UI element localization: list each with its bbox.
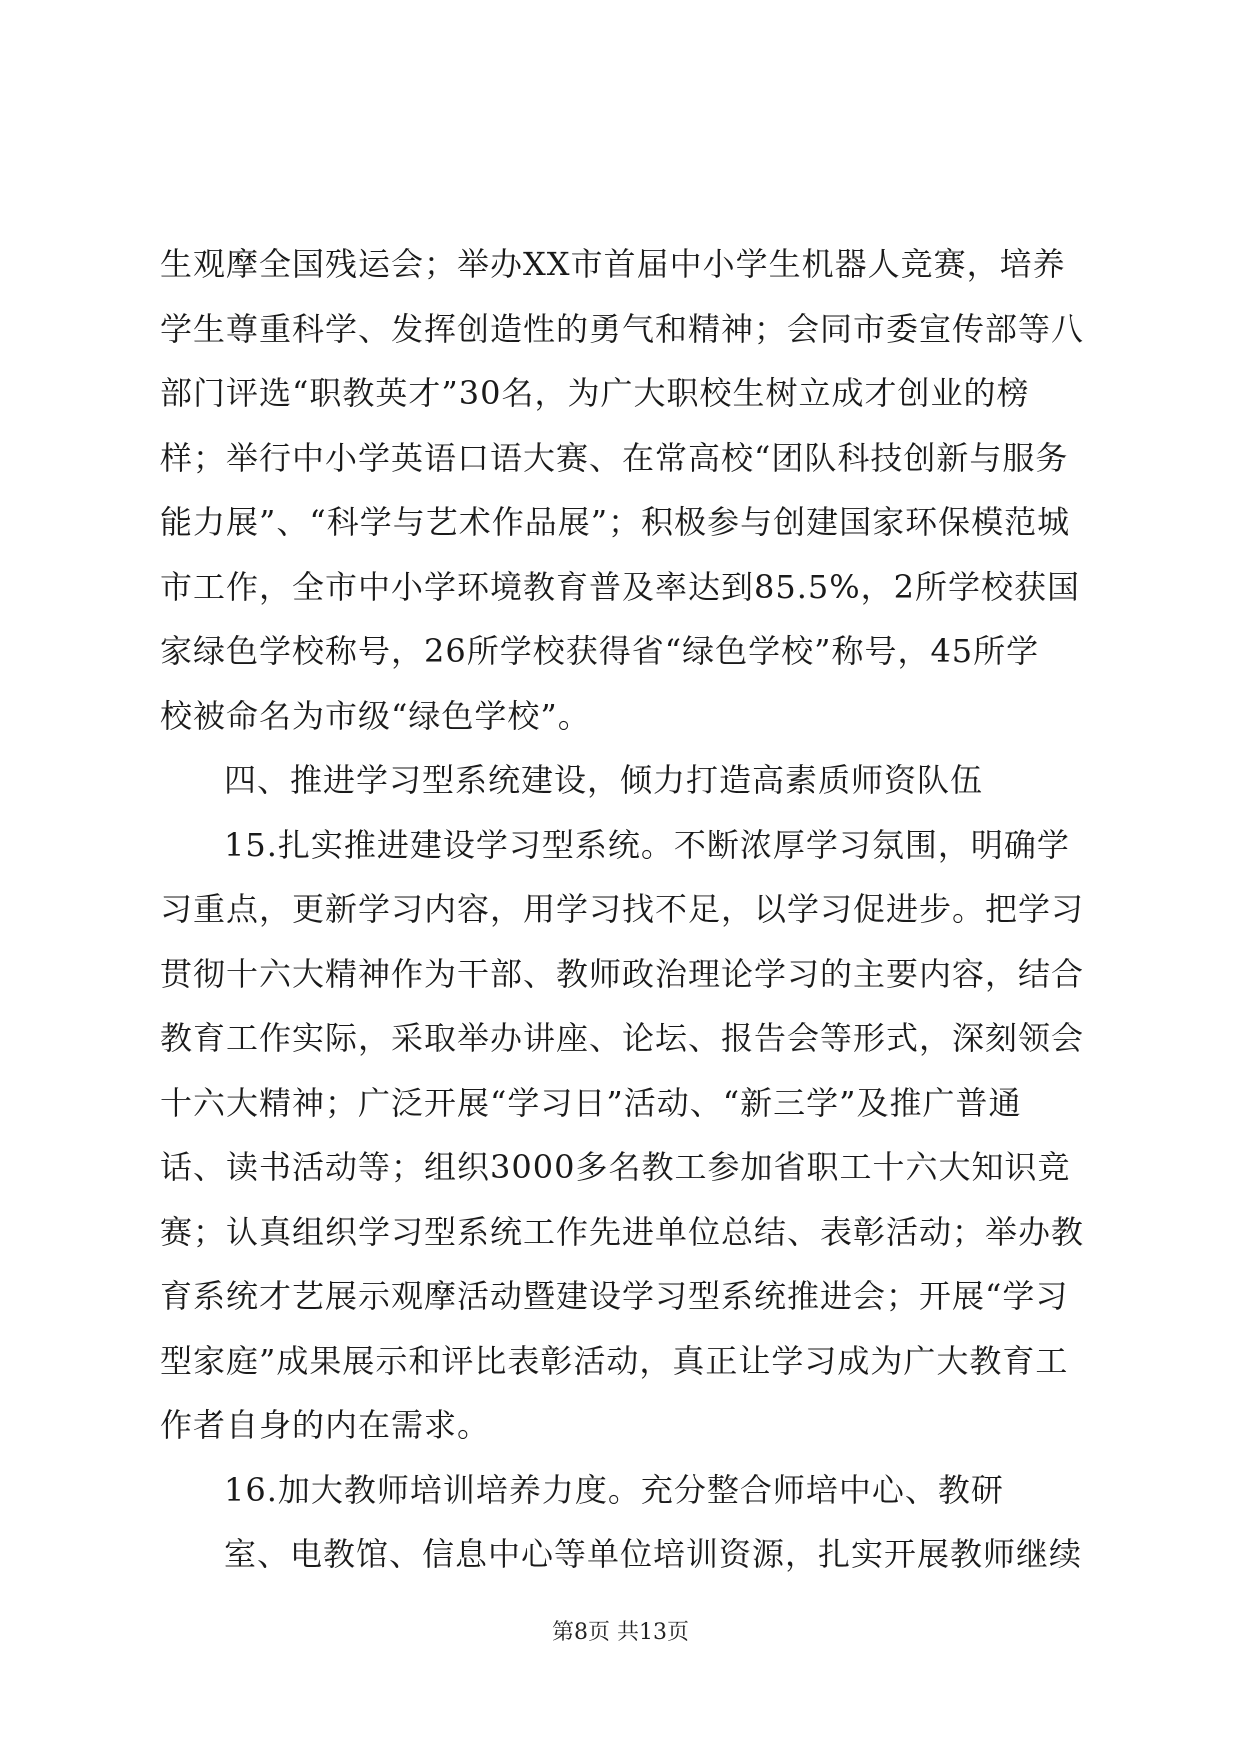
text-line: 室、电教馆、信息中心等单位培训资源，扎实开展教师继续: [224, 1535, 1083, 1573]
text-line: 学生尊重科学、发挥创造性的勇气和精神；会同市委宣传部等八: [160, 309, 1085, 348]
section-heading: 四、推进学习型系统建设，倾力打造高素质师资队伍: [224, 761, 984, 799]
text-line: 校被命名为市级“绿色学校”。: [160, 696, 591, 735]
text-line: 习重点，更新学习内容，用学习找不足，以学习促进步。把学习: [160, 890, 1085, 928]
text-line: 贯彻十六大精神作为干部、教师政治理论学习的主要内容，结合: [160, 954, 1085, 993]
text-line: 生观摩全国残运会；举办XX市首届中小学生机器人竞赛，培养: [160, 245, 1066, 283]
text-line: 家绿色学校称号，26所学校获得省“绿色学校”称号，45所学: [160, 632, 1040, 670]
paragraph-start-line: 15.扎实推进建设学习型系统。不断浓厚学习氛围，明确学: [224, 825, 1070, 864]
text-line: 市工作，全市中小学环境教育普及率达到85.5%，2所学校获国: [160, 567, 1081, 606]
paragraph-start-line: 16.加大教师培训培养力度。充分整合师培中心、教研: [224, 1470, 1004, 1509]
text-line: 型家庭”成果展示和评比表彰活动，真正让学习成为广大教育工: [160, 1341, 1069, 1380]
text-line: 能力展”、“科学与艺术作品展”；积极参与创建国家环保模范城: [160, 503, 1071, 541]
page-number-footer: 第8页 共13页: [552, 1620, 689, 1645]
text-line: 样；举行中小学英语口语大赛、在常高校“团队科技创新与服务: [160, 438, 1069, 477]
text-line: 十六大精神；广泛开展“学习日”活动、“新三学”及推广普通: [160, 1083, 1022, 1122]
text-line: 育系统才艺展示观摩活动暨建设学习型系统推进会；开展“学习: [160, 1277, 1069, 1315]
text-line: 话、读书活动等；组织3000多名教工参加省职工十六大知识竞: [160, 1148, 1071, 1186]
document-body: [160, 232, 1090, 1587]
text-line: 部门评选“职教英才”30名，为广大职校生树立成才创业的榜: [160, 374, 1030, 412]
text-line: 教育工作实际，采取举办讲座、论坛、报告会等形式，深刻领会: [160, 1019, 1085, 1057]
text-line: 赛；认真组织学习型系统工作先进单位总结、表彰活动；举办教: [160, 1212, 1085, 1251]
text-line: 作者自身的内在需求。: [160, 1406, 491, 1444]
